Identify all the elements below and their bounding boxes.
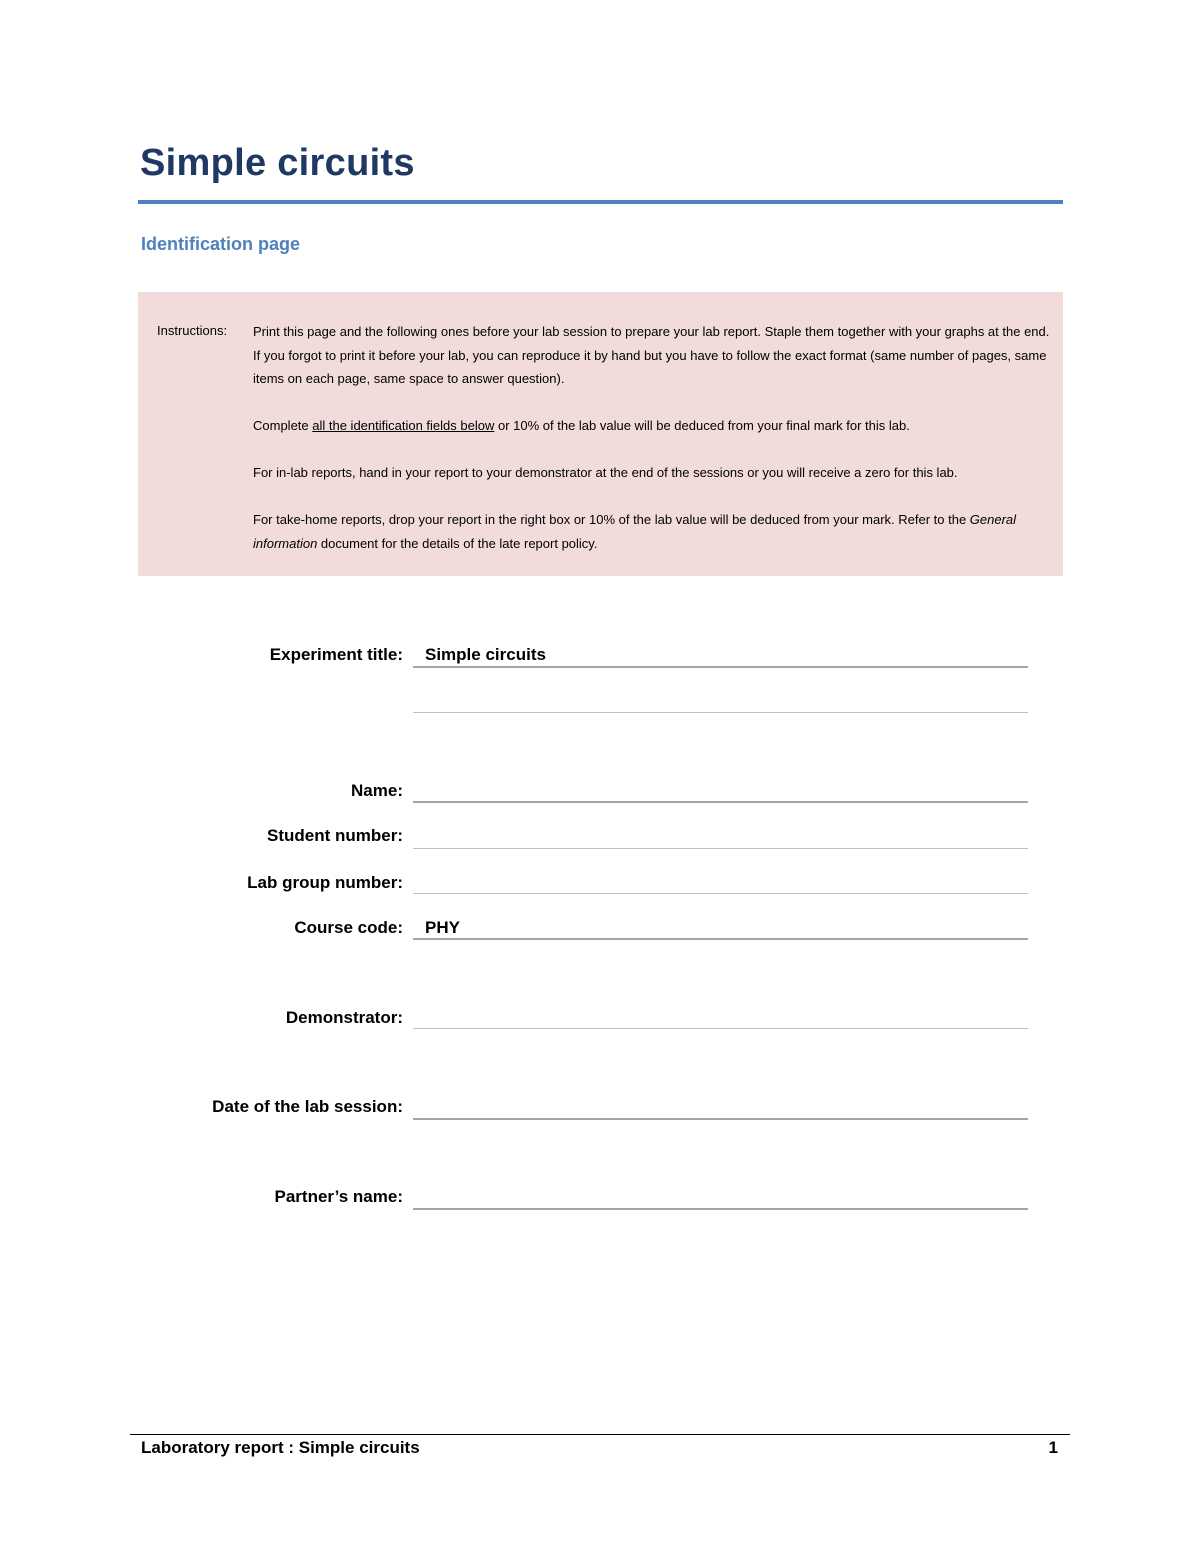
footer-rule	[130, 1434, 1070, 1435]
complete-text-end: or 10% of the lab value will be deduced from your final mark for this lab.	[494, 418, 910, 433]
footer-title: Laboratory report : Simple circuits	[141, 1438, 420, 1457]
course-code-label: Course code:	[294, 918, 403, 937]
demonstrator-label: Demonstrator:	[285, 1008, 403, 1027]
student-number-field[interactable]	[413, 848, 1028, 849]
take-home-text-end: document for the details of the late report policy.	[317, 535, 598, 551]
section-subtitle: Identification page	[141, 234, 301, 254]
lab-date-label: Date of the lab session:	[212, 1097, 403, 1116]
partner-name-label: Partner’s name:	[274, 1187, 403, 1206]
instructions-paragraph-take-home	[253, 508, 1058, 555]
experiment-title-label: Experiment title:	[269, 645, 403, 664]
instructions-paragraph-in-lab: For in-lab reports, hand in your report to your demonstrator at the end of the sessions or you will receive a zero for this lab.	[253, 465, 958, 480]
partner-name-field[interactable]	[413, 1208, 1028, 1210]
instructions-paragraph-print: Print this page and the following ones before your lab session to prepare your lab report. Staple them together with your graphs at the end. If you forgot to print it before your lab, you can reproduce it by hand but you have to follow the exact format (same number of pages, same items on each page, same space to answer question).	[253, 324, 1050, 386]
take-home-text-start: For take-home reports, drop your report in the right box or 10% of the lab value will be deduced from your mark. Refer to the	[253, 512, 970, 527]
complete-text-start: Complete	[253, 418, 313, 433]
student-number-label: Student number:	[267, 826, 403, 845]
experiment-title-field-line-2[interactable]	[413, 712, 1028, 713]
lab-group-number-label: Lab group number:	[247, 873, 403, 892]
instructions-body	[253, 320, 1058, 555]
name-label: Name:	[351, 781, 403, 800]
general-information-reference: General information	[253, 512, 1017, 551]
experiment-title-field[interactable]	[413, 666, 1028, 668]
lab-group-number-field[interactable]	[413, 893, 1028, 894]
course-code-field[interactable]	[413, 938, 1028, 940]
instructions-box	[138, 292, 1063, 576]
identification-fields-emphasis: all the identification fields below	[312, 418, 495, 433]
title-rule	[138, 200, 1063, 204]
experiment-title-value: Simple circuits	[425, 645, 546, 664]
instructions-paragraph-complete	[253, 414, 1058, 438]
page-title: Simple circuits	[140, 142, 415, 184]
course-code-value: PHY	[425, 918, 460, 937]
name-field[interactable]	[413, 801, 1028, 803]
lab-date-field[interactable]	[413, 1118, 1028, 1120]
demonstrator-field[interactable]	[413, 1028, 1028, 1029]
instructions-label: Instructions:	[157, 323, 228, 338]
page-number: 1	[1048, 1438, 1058, 1457]
